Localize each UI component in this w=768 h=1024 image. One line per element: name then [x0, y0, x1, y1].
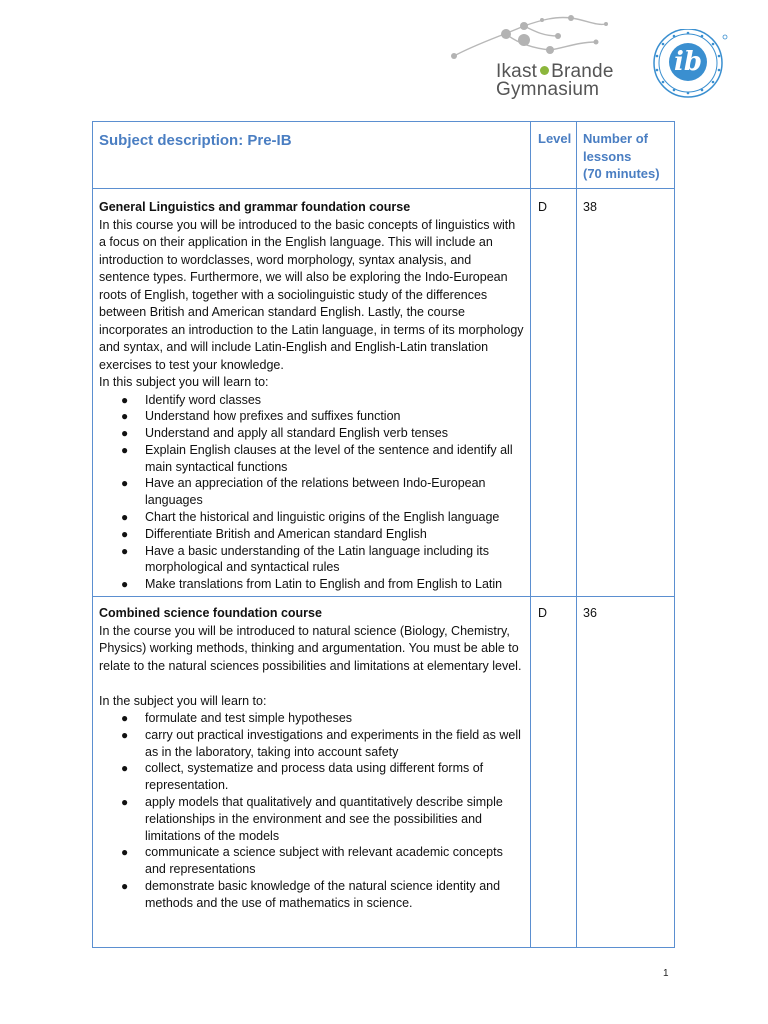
- list-item-text: Understand how prefixes and suffixes function: [145, 409, 401, 424]
- list-item-text: Explain English clauses at the level of the sentence and identify all main syntactical functions: [145, 442, 513, 474]
- list-item: [99, 475, 525, 509]
- bullet-icon: ●: [121, 845, 129, 860]
- list-item-text: demonstrate basic knowledge of the natural science identity and methods and the use of mathematics in science.: [145, 878, 501, 910]
- list-item: [99, 794, 525, 844]
- lessons-value: 36: [583, 606, 597, 620]
- list-item-text: communicate a science subject with relevant academic concepts and representations: [145, 845, 503, 877]
- course-cell-linguistics: [99, 199, 525, 593]
- subject-table: [92, 121, 675, 948]
- bullet-icon: ●: [121, 577, 129, 592]
- column-header-level: Level: [538, 131, 572, 146]
- bullet-icon: ●: [121, 794, 129, 809]
- course-title: Combined science foundation course: [99, 606, 322, 620]
- row-divider: [93, 596, 674, 597]
- level-value: D: [538, 606, 548, 620]
- list-item-text: Chart the historical and linguistic origins of the English language: [145, 510, 500, 525]
- course-description: In the course you will be introduced to natural science (Biology, Chemistry, Physics) working methods, thinking and argumentation. You must be able to relate to the natural sciences possibilities and limitations at elementary level.: [99, 623, 522, 673]
- ikast-brande-logo: [446, 12, 632, 100]
- learning-list: [99, 392, 525, 594]
- table-title: Subject description: Pre-IB: [99, 132, 292, 149]
- bullet-icon: ●: [121, 878, 129, 893]
- lessons-header-line: (70 minutes): [583, 166, 660, 181]
- lessons-header-line: lessons: [583, 148, 632, 164]
- spacer: [99, 675, 525, 693]
- lessons-header-line: Number of: [583, 131, 648, 146]
- green-dot-icon: [540, 66, 549, 75]
- list-item-text: Make translations from Latin to English and from English to Latin: [145, 577, 503, 592]
- list-item-text: Differentiate British and American standard English: [145, 526, 427, 541]
- logo-word-brande: Brande: [551, 61, 614, 82]
- bullet-icon: ●: [121, 392, 129, 407]
- list-item-text: formulate and test simple hypotheses: [145, 711, 353, 725]
- column-divider: [576, 122, 577, 947]
- bullet-icon: ●: [121, 543, 129, 558]
- list-item-text: collect, systematize and process data using different forms of representation.: [145, 761, 484, 793]
- logo-word-ikast: Ikast: [496, 61, 538, 82]
- list-item: [99, 509, 525, 526]
- list-item: [99, 425, 525, 442]
- list-item: [99, 576, 525, 593]
- list-item-text: Understand and apply all standard English verb tenses: [145, 426, 448, 441]
- ib-world-school-logo: [652, 29, 728, 101]
- bullet-icon: ●: [121, 442, 129, 457]
- learn-intro: In this subject you will learn to:: [99, 375, 269, 389]
- bullet-icon: ●: [121, 409, 129, 424]
- list-item: [99, 710, 525, 727]
- network-graphic-icon: [446, 12, 632, 64]
- list-item-text: Have an appreciation of the relations between Indo-European languages: [145, 476, 486, 508]
- list-item: [99, 760, 525, 794]
- list-item-text: Identify word classes: [145, 392, 262, 407]
- bullet-icon: ●: [121, 727, 129, 742]
- list-item: [99, 543, 525, 577]
- bullet-icon: ●: [121, 510, 129, 525]
- learn-intro: In the subject you will learn to:: [99, 693, 267, 708]
- bullet-icon: ●: [121, 761, 129, 776]
- learning-list: [99, 710, 525, 912]
- bullet-icon: ●: [121, 426, 129, 441]
- lessons-value: 38: [583, 200, 597, 214]
- list-item: [99, 442, 525, 476]
- row-divider: [93, 188, 674, 189]
- list-item-text: apply models that qualitatively and quantitatively describe simple relationships in the environment and see the possibilities and limitations of the models: [145, 794, 503, 843]
- course-title: General Linguistics and grammar foundation course: [99, 200, 411, 214]
- list-item: [99, 392, 525, 409]
- column-header-lessons: [583, 130, 671, 183]
- logo-text-line2: Gymnasium: [496, 79, 600, 100]
- bullet-icon: ●: [121, 526, 129, 541]
- list-item: [99, 878, 525, 912]
- column-divider: [530, 122, 531, 947]
- page-number: 1: [663, 968, 669, 979]
- list-item: [99, 526, 525, 543]
- list-item: [99, 408, 525, 425]
- level-value: D: [538, 200, 548, 214]
- course-cell-science: [99, 605, 525, 912]
- bullet-icon: ●: [121, 711, 129, 725]
- list-item: [99, 844, 525, 878]
- ib-letters: ib: [673, 47, 703, 77]
- list-item-text: carry out practical investigations and experiments in the field as well as in the laboratory, taking into account safety: [145, 727, 521, 759]
- list-item: [99, 727, 525, 761]
- bullet-icon: ●: [121, 476, 129, 491]
- course-description: In this course you will be introduced to the basic concepts of linguistics with a focus on their application in the English language. This will include an introduction to wordclasses, word morphology, syntax analysis, and sentence types. Furthermore, we will also be exploring the Indo-European roots of English, together with a sociolinguistic study of the differences between British and American standard English. Lastly, the course incorporates an introduction to the Latin language, in terms of its morphology and syntax, and will include Latin-English and English-Latin translation exercises to test your knowledge.: [99, 217, 524, 372]
- list-item-text: Have a basic understanding of the Latin language including its morphological and syntactical rules: [145, 543, 489, 575]
